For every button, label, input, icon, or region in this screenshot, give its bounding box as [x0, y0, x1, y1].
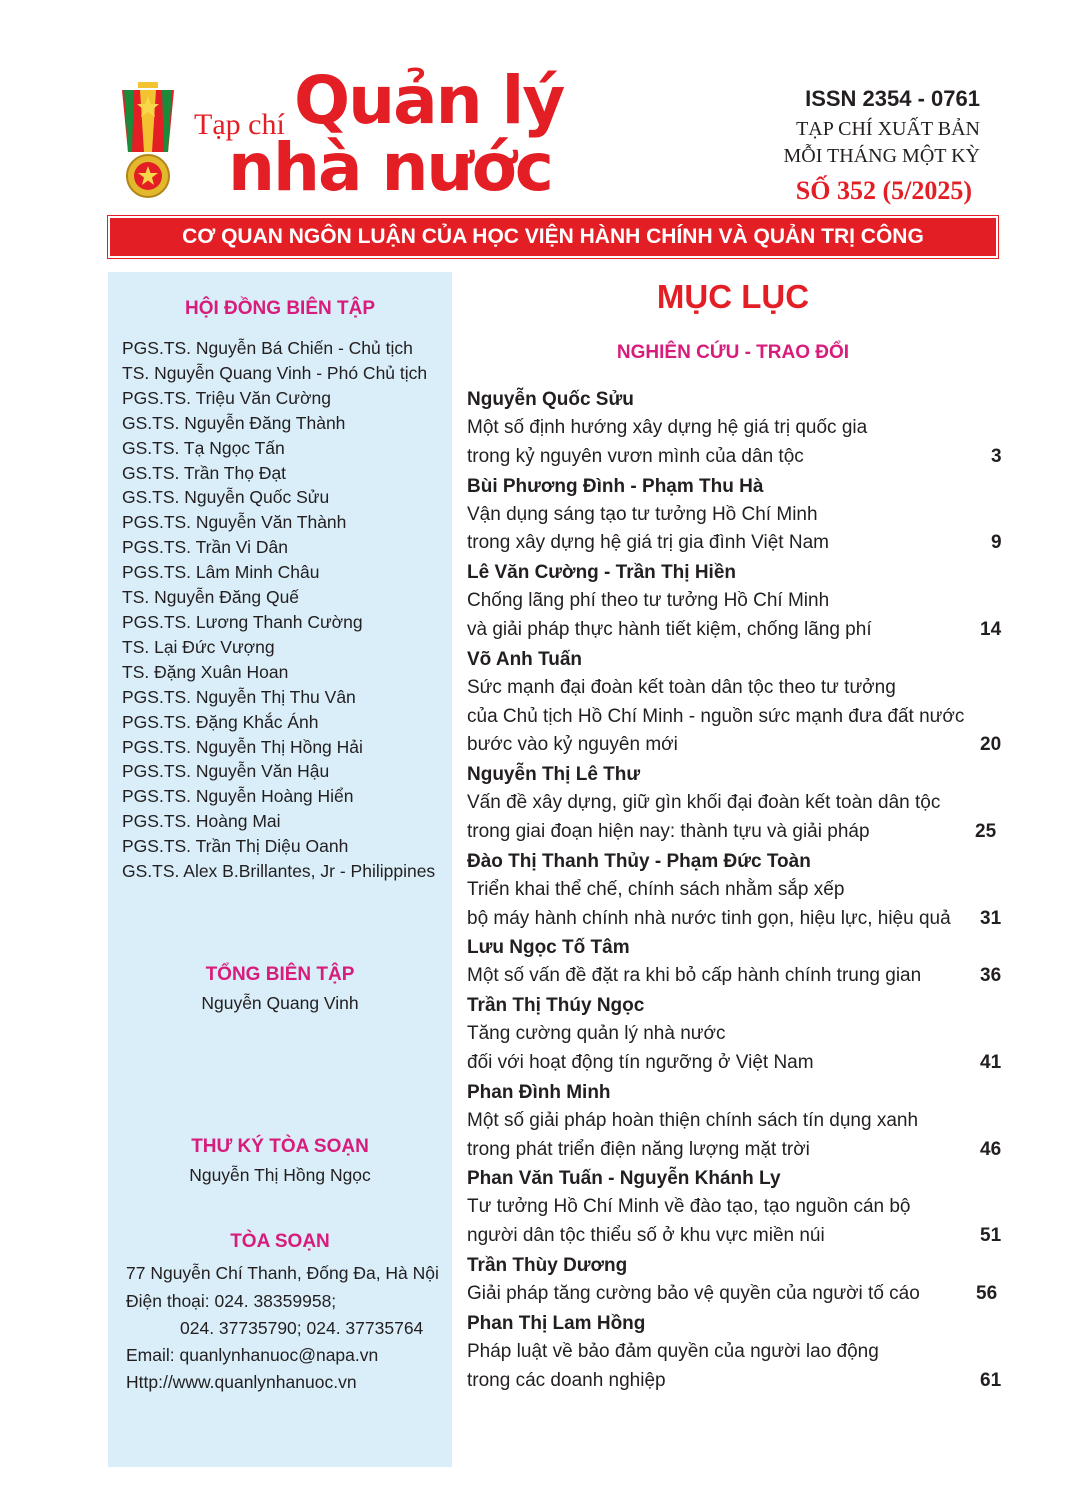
board-member: GS.TS. Trần Thọ Đạt — [122, 462, 287, 483]
toc-author: Bùi Phương Đình - Phạm Thu Hà — [467, 475, 764, 497]
office-heading: TÒA SOẠN — [230, 1231, 330, 1252]
toc-entry — [467, 933, 1002, 991]
toc-title-line: trong xây dựng hệ giá trị gia đình Việt Nam — [467, 532, 829, 554]
toc-page-number: 51 — [980, 1225, 1002, 1247]
secretary-heading: THƯ KÝ TÒA SOẠN — [191, 1136, 369, 1157]
board-member: TS. Đặng Xuân Hoan — [122, 661, 289, 682]
secretary-name: Nguyễn Thị Hồng Ngọc — [189, 1165, 371, 1185]
board-member: PGS.TS. Đặng Khắc Ánh — [122, 711, 319, 732]
office-website: Http://www.quanlynhanuoc.vn — [126, 1372, 357, 1392]
toc-page-number: 9 — [991, 532, 1002, 554]
toc-author: Lưu Ngọc Tố Tâm — [467, 937, 630, 959]
publication-frequency-line2: MỖI THÁNG MỘT KỲ — [783, 145, 980, 167]
toc-author: Võ Anh Tuấn — [467, 648, 583, 670]
toc-title: MỤC LỤC — [656, 278, 810, 315]
toc-entry — [467, 472, 1002, 559]
toc-title-line: trong phát triển điện năng lượng mặt trời — [467, 1138, 810, 1160]
toc-author: Đào Thị Thanh Thủy - Phạm Đức Toàn — [467, 850, 811, 872]
toc-title-line: và giải pháp thực hành tiết kiệm, chống lãng phí — [467, 618, 872, 640]
toc-page-number: 25 — [975, 820, 997, 842]
toc-entry — [467, 1251, 1002, 1309]
board-member: PGS.TS. Nguyễn Văn Hậu — [122, 761, 330, 782]
issue-number: SỐ 352 (5/2025) — [795, 176, 972, 205]
office-address: 77 Nguyễn Chí Thanh, Đống Đa, Hà Nội — [126, 1263, 439, 1283]
editor-in-chief-heading: TỔNG BIÊN TẬP — [205, 964, 355, 985]
agency-banner-text: CƠ QUAN NGÔN LUẬN CỦA HỌC VIỆN HÀNH CHÍNH VÀ QUẢN TRỊ CÔNG — [182, 225, 924, 248]
toc-title-line: Một số giải pháp hoàn thiện chính sách tín dụng xanh — [467, 1109, 919, 1131]
toc-title-line: đối với hoạt động tín ngưỡng ở Việt Nam — [467, 1051, 814, 1073]
toc-section-title: NGHIÊN CỨU - TRAO ĐỔI — [616, 342, 850, 363]
toc-title-line: Một số định hướng xây dựng hệ giá trị quốc gia — [467, 417, 868, 438]
board-member: TS. Lại Đức Vượng — [122, 636, 275, 657]
toc-title-line: Sức mạnh đại đoàn kết toàn dân tộc theo tư tưởng — [467, 676, 896, 698]
toc-page-number: 31 — [980, 907, 1002, 929]
toc-page-number: 20 — [980, 734, 1002, 756]
journal-title-line1: Quản lý — [294, 62, 564, 139]
board-member: PGS.TS. Trần Thị Diệu Oanh — [122, 836, 349, 857]
board-member: PGS.TS. Triệu Văn Cường — [122, 387, 331, 408]
board-member: GS.TS. Tạ Ngọc Tấn — [122, 437, 285, 458]
toc-title-line: Tư tưởng Hồ Chí Minh về đào tạo, tạo nguồn cán bộ — [467, 1196, 911, 1218]
toc-title-line: Vận dụng sáng tạo tư tưởng Hồ Chí Minh — [467, 503, 818, 525]
toc-author: Trần Thùy Dương — [467, 1254, 628, 1276]
toc-author: Lê Văn Cường - Trần Thị Hiền — [467, 562, 737, 584]
editorial-board-heading: HỘI ĐỒNG BIÊN TẬP — [184, 298, 375, 319]
toc-author: Trần Thị Thúy Ngọc — [467, 995, 645, 1017]
issn: ISSN 2354 - 0761 — [805, 86, 980, 111]
toc-entry — [467, 558, 1002, 645]
toc-title-line: của Chủ tịch Hồ Chí Minh - nguồn sức mạnh đưa đất nước — [467, 705, 965, 727]
office-phone-extra: 024. 37735790; 024. 37735764 — [180, 1318, 424, 1338]
toc-title-line: Vấn đề xây dựng, giữ gìn khối đại đoàn kết toàn dân tộc — [467, 792, 941, 814]
toc-author: Phan Thị Lam Hồng — [467, 1312, 646, 1334]
board-member: PGS.TS. Lương Thanh Cường — [122, 611, 363, 632]
toc-title-line: Triển khai thể chế, chính sách nhằm sắp xếp — [467, 878, 845, 900]
toc-title-line: Tăng cường quản lý nhà nước — [467, 1023, 726, 1045]
medal-emblem — [116, 82, 180, 200]
board-member: PGS.TS. Nguyễn Hoàng Hiển — [122, 786, 354, 807]
board-member: GS.TS. Nguyễn Quốc Sửu — [122, 487, 330, 508]
toc-author: Nguyễn Thị Lê Thư — [467, 764, 641, 786]
board-member: PGS.TS. Nguyễn Thị Hồng Hải — [122, 736, 363, 757]
journal-prefix: Tạp chí — [194, 108, 285, 141]
toc-entry — [467, 385, 1002, 472]
toc-entry — [467, 760, 1002, 847]
board-member: PGS.TS. Trần Vi Dân — [122, 537, 288, 558]
toc-entry — [467, 1078, 1002, 1165]
agency-banner — [108, 216, 998, 258]
toc-page-number: 61 — [980, 1369, 1002, 1391]
board-member: PGS.TS. Nguyễn Bá Chiến - Chủ tịch — [122, 338, 413, 358]
toc-title-line: bộ máy hành chính nhà nước tinh gọn, hiệu lực, hiệu quả — [467, 907, 951, 929]
office-email: Email: quanlynhanuoc@napa.vn — [126, 1345, 379, 1365]
toc-author: Nguyễn Quốc Sửu — [467, 389, 634, 410]
toc-title-line: Pháp luật về bảo đảm quyền của người lao động — [467, 1340, 879, 1362]
toc-page-number: 56 — [976, 1282, 998, 1304]
medal-icon — [116, 82, 180, 200]
toc-page-number: 36 — [980, 965, 1002, 987]
toc-page-number: 41 — [980, 1051, 1002, 1073]
table-of-contents — [467, 385, 1002, 1395]
toc-title-line: Một số vấn đề đặt ra khi bỏ cấp hành chính trung gian — [467, 965, 922, 987]
toc-title-line: trong kỷ nguyên vươn mình của dân tộc — [467, 445, 804, 467]
board-member: PGS.TS. Nguyễn Văn Thành — [122, 512, 347, 533]
publication-frequency-line1: TẠP CHÍ XUẤT BẢN — [796, 118, 980, 140]
toc-entry — [467, 1309, 1002, 1396]
journal-title-line2: nhà nước — [228, 129, 552, 206]
editor-in-chief-name: Nguyễn Quang Vinh — [201, 993, 359, 1013]
toc-title-line: trong giai đoạn hiện nay: thành tựu và giải pháp — [467, 820, 870, 842]
office-phone: Điện thoại: 024. 38359958; — [126, 1291, 337, 1311]
editorial-board-list — [122, 336, 435, 884]
toc-entry — [467, 645, 1002, 760]
board-member: GS.TS. Alex B.Brillantes, Jr - Philippines — [122, 861, 436, 882]
board-member: TS. Nguyễn Đăng Quế — [122, 587, 300, 608]
toc-title-line: bước vào kỷ nguyên mới — [467, 734, 678, 756]
toc-page-number: 3 — [991, 445, 1002, 467]
toc-author: Phan Văn Tuấn - Nguyễn Khánh Ly — [467, 1168, 781, 1190]
toc-title-line: người dân tộc thiểu số ở khu vực miền núi — [467, 1225, 825, 1247]
toc-author: Phan Đình Minh — [467, 1081, 611, 1103]
toc-title-line: trong các doanh nghiệp — [467, 1369, 666, 1391]
toc-entry — [467, 991, 1002, 1078]
toc-title-line: Giải pháp tăng cường bảo vệ quyền của người tố cáo — [467, 1282, 920, 1304]
board-member: PGS.TS. Lâm Minh Châu — [122, 562, 320, 583]
board-member: TS. Nguyễn Quang Vinh - Phó Chủ tịch — [122, 362, 428, 383]
board-member: PGS.TS. Nguyễn Thị Thu Vân — [122, 686, 356, 707]
toc-title-line: Chống lãng phí theo tư tưởng Hồ Chí Minh — [467, 590, 830, 612]
toc-page-number: 46 — [980, 1138, 1002, 1160]
board-member: PGS.TS. Hoàng Mai — [122, 811, 281, 832]
toc-page-number: 14 — [980, 618, 1002, 640]
toc-entry — [467, 1164, 1002, 1251]
board-member: GS.TS. Nguyễn Đăng Thành — [122, 412, 346, 433]
toc-entry — [467, 847, 1002, 934]
